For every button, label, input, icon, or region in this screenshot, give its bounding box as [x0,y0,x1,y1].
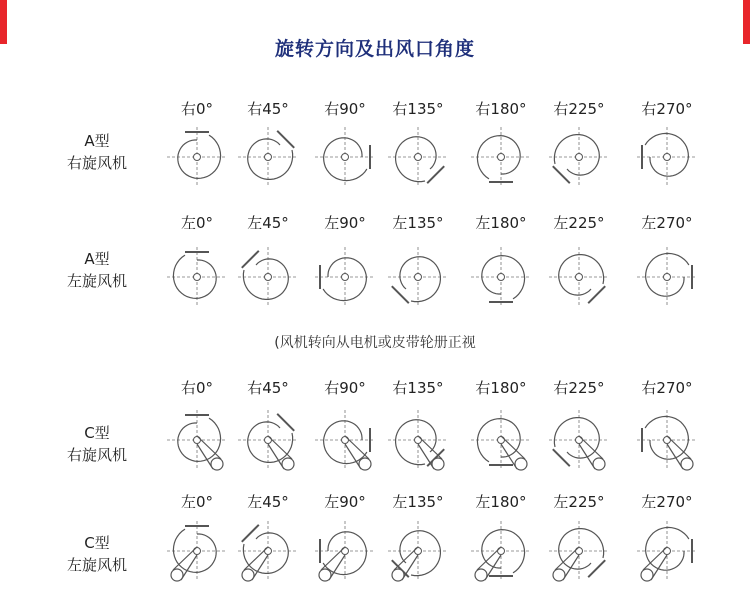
angle-label: 右270° [641,379,693,397]
angle-label: 右270° [641,100,693,118]
angle-label: 左90° [324,214,366,232]
view-caption: (风机转向从电机或皮带轮册正视 [274,335,476,351]
angle-label: 右90° [324,100,366,118]
motor-pulley [681,458,693,470]
angle-label: 左270° [641,214,693,232]
fan-diagram [534,400,624,480]
belt-line [268,436,292,459]
fan-diagram [456,400,546,480]
fan-type-label: C型 [84,424,110,442]
shaft-hub [342,274,349,281]
belt-line [477,547,501,570]
rotation-label: 左旋风机 [66,556,127,574]
motor-pulley [242,569,254,581]
angle-label: 右45° [247,379,289,397]
shaft-hub [342,154,349,161]
fan-diagram [456,117,546,197]
motor-pulley [593,458,605,470]
belt-line [345,436,369,459]
fan-diagram [622,117,712,197]
shaft-hub [194,154,201,161]
angle-label: 左0° [180,214,214,232]
angle-label: 左135° [392,214,444,232]
outlet-flange [588,560,605,577]
motor-pulley [359,458,371,470]
row-label [52,248,142,292]
shaft-hub [498,154,505,161]
angle-label: 右0° [180,100,214,118]
angle-label: 左225° [553,493,605,511]
motor-pulley [432,458,444,470]
motor-pulley [282,458,294,470]
angle-label: 右180° [475,379,527,397]
outlet-flange [392,286,409,303]
angle-label: 左90° [324,493,366,511]
angle-label: 右90° [324,379,366,397]
belt-line [173,547,197,570]
motor-pulley [319,569,331,581]
angle-label: 右225° [553,100,605,118]
shaft-hub [576,274,583,281]
outlet-flange [242,525,259,542]
angle-label: 左180° [475,493,527,511]
belt-line [321,547,345,570]
outlet-flange [277,414,294,431]
fan-diagram [373,511,463,591]
motor-pulley [553,569,565,581]
motor-pulley [171,569,183,581]
motor-pulley [475,569,487,581]
fan-diagram [622,511,712,591]
fan-diagram [373,237,463,317]
motor-pulley [392,569,404,581]
row-label [52,130,142,174]
angle-label: 右135° [392,100,444,118]
shaft-hub [664,274,671,281]
fan-diagram [456,237,546,317]
outlet-flange [553,166,570,183]
shaft-hub [415,274,422,281]
row-label [52,422,142,466]
shaft-hub [415,154,422,161]
angle-label: 左225° [553,214,605,232]
shaft-hub [194,274,201,281]
angle-label: 左45° [247,493,289,511]
angle-label: 右135° [392,379,444,397]
fan-diagram [456,511,546,591]
angle-label: 右0° [180,379,214,397]
angle-label: 右45° [247,100,289,118]
shaft-hub [576,154,583,161]
outlet-flange [277,131,294,148]
belt-line [501,436,525,459]
motor-pulley [641,569,653,581]
outlet-flange [427,166,444,183]
fan-diagram [622,237,712,317]
angle-label: 右180° [475,100,527,118]
angle-label: 左0° [180,493,214,511]
belt-line [244,547,268,570]
fan-diagram [534,511,624,591]
fan-diagram [534,117,624,197]
outlet-flange [553,449,570,466]
outlet-flange [588,286,605,303]
fan-diagram [373,117,463,197]
fan-type-label: A型 [84,132,110,150]
shaft-hub [265,154,272,161]
motor-pulley [515,458,527,470]
belt-line [394,547,418,570]
fan-diagram [622,400,712,480]
fan-diagram [534,237,624,317]
page-title: 旋转方向及出风口角度 [274,38,475,60]
row-label [52,532,142,576]
angle-label: 左180° [475,214,527,232]
rotation-label: 左旋风机 [66,272,127,290]
fan-type-label: A型 [84,250,110,268]
motor-pulley [211,458,223,470]
shaft-hub [265,274,272,281]
angle-label: 右225° [553,379,605,397]
angle-label: 左270° [641,493,693,511]
shaft-hub [498,274,505,281]
rotation-label: 右旋风机 [66,446,127,464]
fan-type-label: C型 [84,534,110,552]
belt-line [418,436,442,459]
angle-label: 左135° [392,493,444,511]
rotation-label: 右旋风机 [66,154,127,172]
outlet-flange [242,251,259,268]
angle-label: 左45° [247,214,289,232]
belt-line [197,436,221,459]
fan-diagram [373,400,463,480]
shaft-hub [664,154,671,161]
